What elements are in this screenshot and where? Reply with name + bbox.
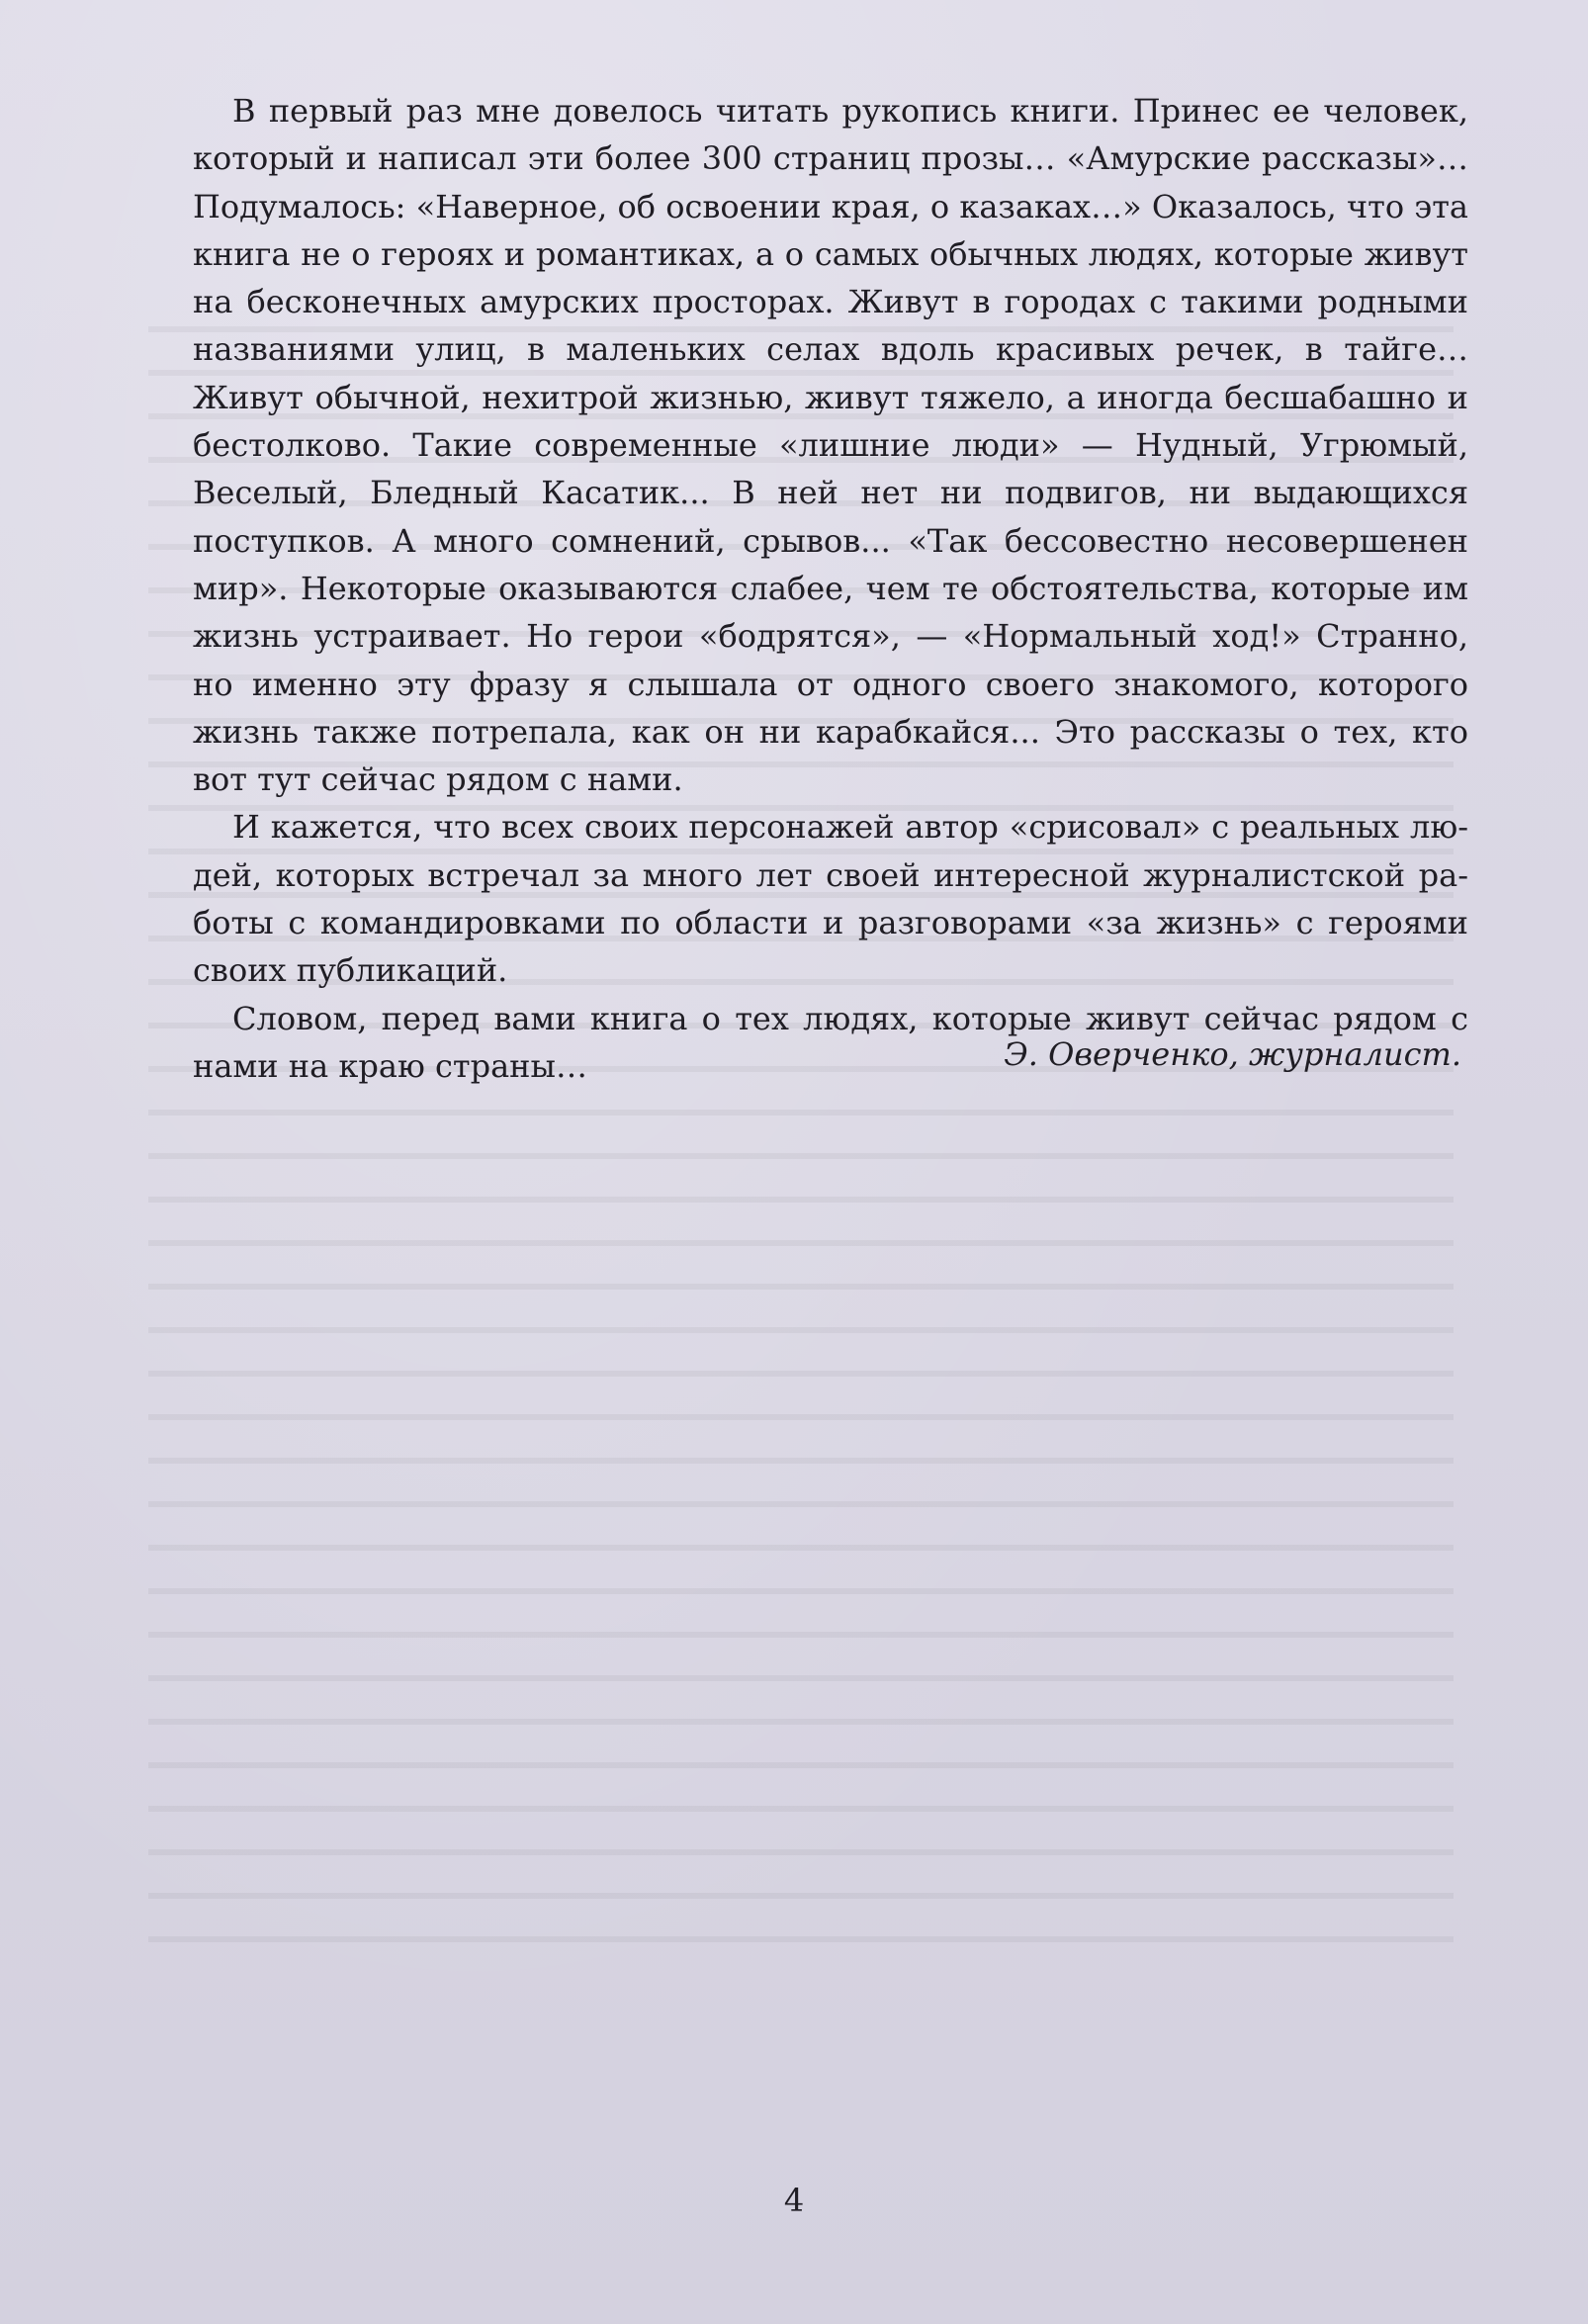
body-text <box>193 87 1468 1090</box>
paragraph-3: Словом, перед вами книга о тех людях, которые живут сейчас рядом с нами на краю страны… <box>193 999 1468 1085</box>
page-number: 4 <box>783 2182 805 2219</box>
paragraph-2: И кажется, что всех своих персонажей автор «срисовал» с реальных людей, которых встречал за много лет своей интересной журналистской работы с командировками по области и разговорами «за жизнь» с героями своих публикаций. <box>193 808 1468 990</box>
paragraph-1: В первый раз мне довелось читать рукопись книги. Принес ее человек, который и написал эти более 300 страниц прозы… «Амурские рассказы»… Подумалось: «Наверное, об освоении края, о казаках…» Оказалось, что эта книга не о героях и романтиках, а о самых обычных людях, которые живут на бесконечных амурских просторах. Живут в городах с такими родными названиями улиц, в маленьких селах вдоль красивых речек, в тайге… Живут обычной, нехитрой жизнью, живут тяжело, а иногда бесшабашно и бестолково. Такие современные «лишние люди» — Нудный, Угрюмый, Веселый, Бледный Касатик... В ней нет ни подвигов, ни выдающихся поступков. А много сомнений, срывов... «Так бессовестно несовершенен мир». Некоторые оказываются слабее, чем те обстоятельства, которые им жизнь устраивает. Но герои «бодрятся», — «Нормальный ход!» Странно, но именно эту фразу я слышала от одного своего знакомого, которого жизнь также потрепала, как он ни карабкайся... Это рассказы о тех, кто вот тут сейчас рядом с нами. <box>193 92 1468 799</box>
author-signature: Э. Оверченко, журналист. <box>1004 1035 1461 1073</box>
